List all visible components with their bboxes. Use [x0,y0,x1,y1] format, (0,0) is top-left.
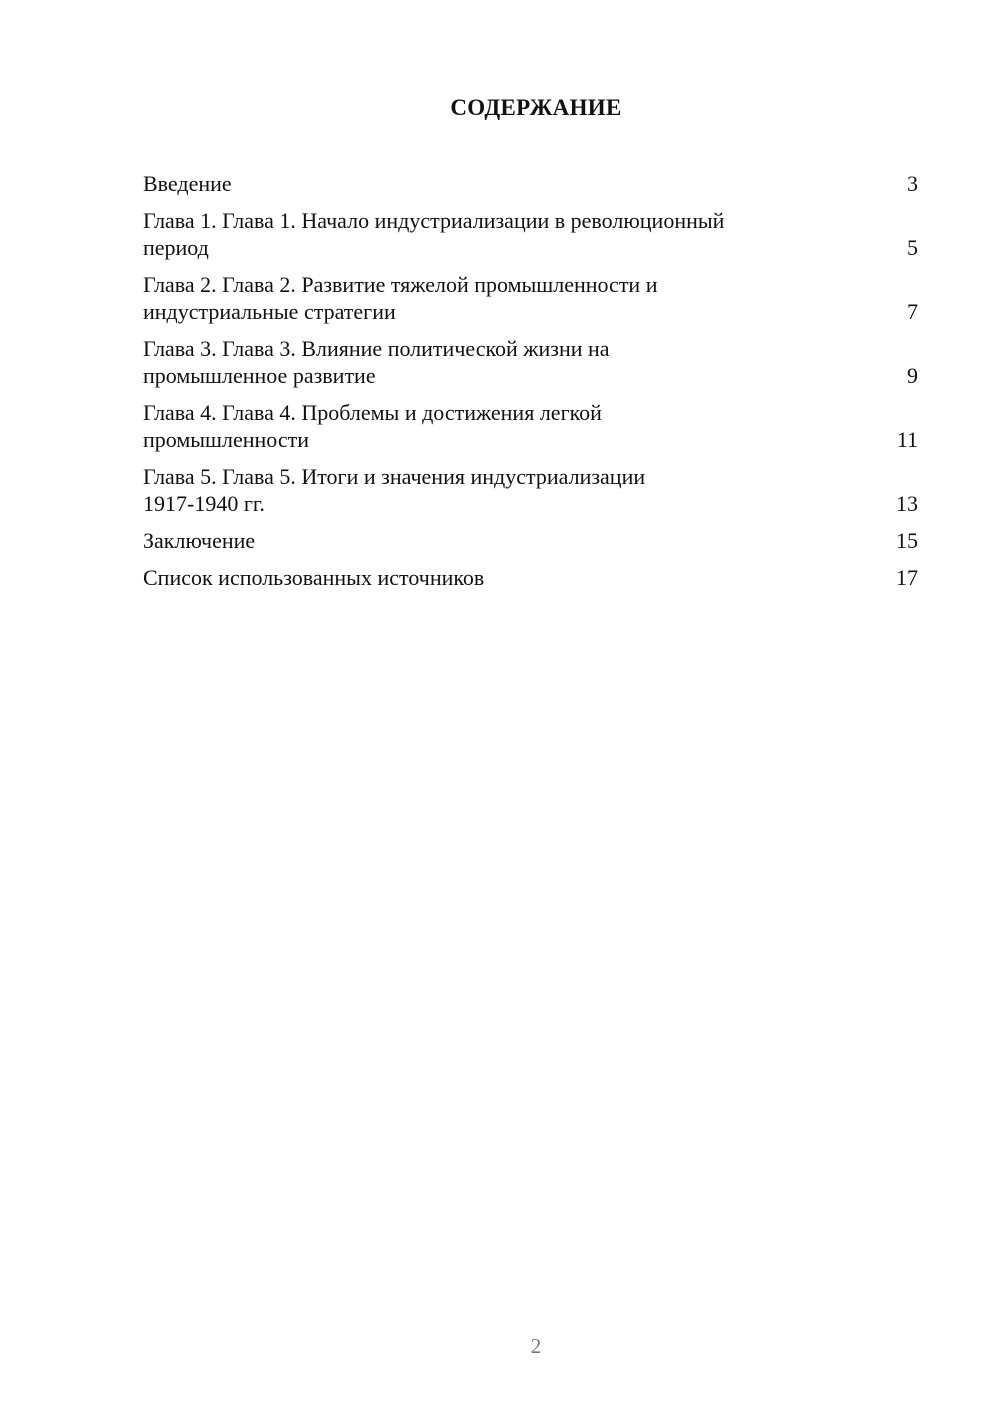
toc-entry-chapter-5[interactable] [143,463,918,517]
toc-entry-page: 5 [907,235,918,260]
toc-entry-text: Глава 5. Глава 5. Итоги и значения индустриализации 1917-1940 гг. [143,464,646,516]
toc-entry-page: 11 [896,427,918,452]
toc-entry-text: Глава 2. Глава 2. Развитие тяжелой промышленности и индустриальные стратегии [143,272,658,324]
table-of-contents [143,170,918,601]
toc-entry-page: 17 [896,565,918,590]
toc-entry-text: Введение [143,171,232,196]
toc-entry-page: 13 [896,491,918,516]
toc-heading: СОДЕРЖАНИЕ [450,95,622,120]
toc-entry-chapter-4[interactable] [143,399,918,453]
toc-entry-page: 9 [907,363,918,388]
toc-entry-text: Глава 4. Глава 4. Проблемы и достижения легкой промышленности [143,400,602,452]
toc-entry-page: 15 [896,528,918,553]
toc-entry-chapter-3[interactable] [143,335,918,389]
toc-entry-introduction[interactable] [143,170,918,197]
toc-entry-page: 3 [907,171,918,196]
toc-entry-text: Список использованных источников [143,565,485,590]
toc-entry-page: 7 [907,299,918,324]
toc-entry-chapter-1[interactable] [143,207,918,261]
toc-entry-text: Глава 3. Глава 3. Влияние политической жизни на промышленное развитие [143,336,610,388]
toc-entry-conclusion[interactable] [143,527,918,554]
toc-entry-text: Глава 1. Глава 1. Начало индустриализации в революционный период [143,208,725,260]
toc-entry-text: Заключение [143,528,256,553]
toc-entry-chapter-2[interactable] [143,271,918,325]
page-number: 2 [530,1334,542,1358]
toc-entry-references[interactable] [143,564,918,591]
